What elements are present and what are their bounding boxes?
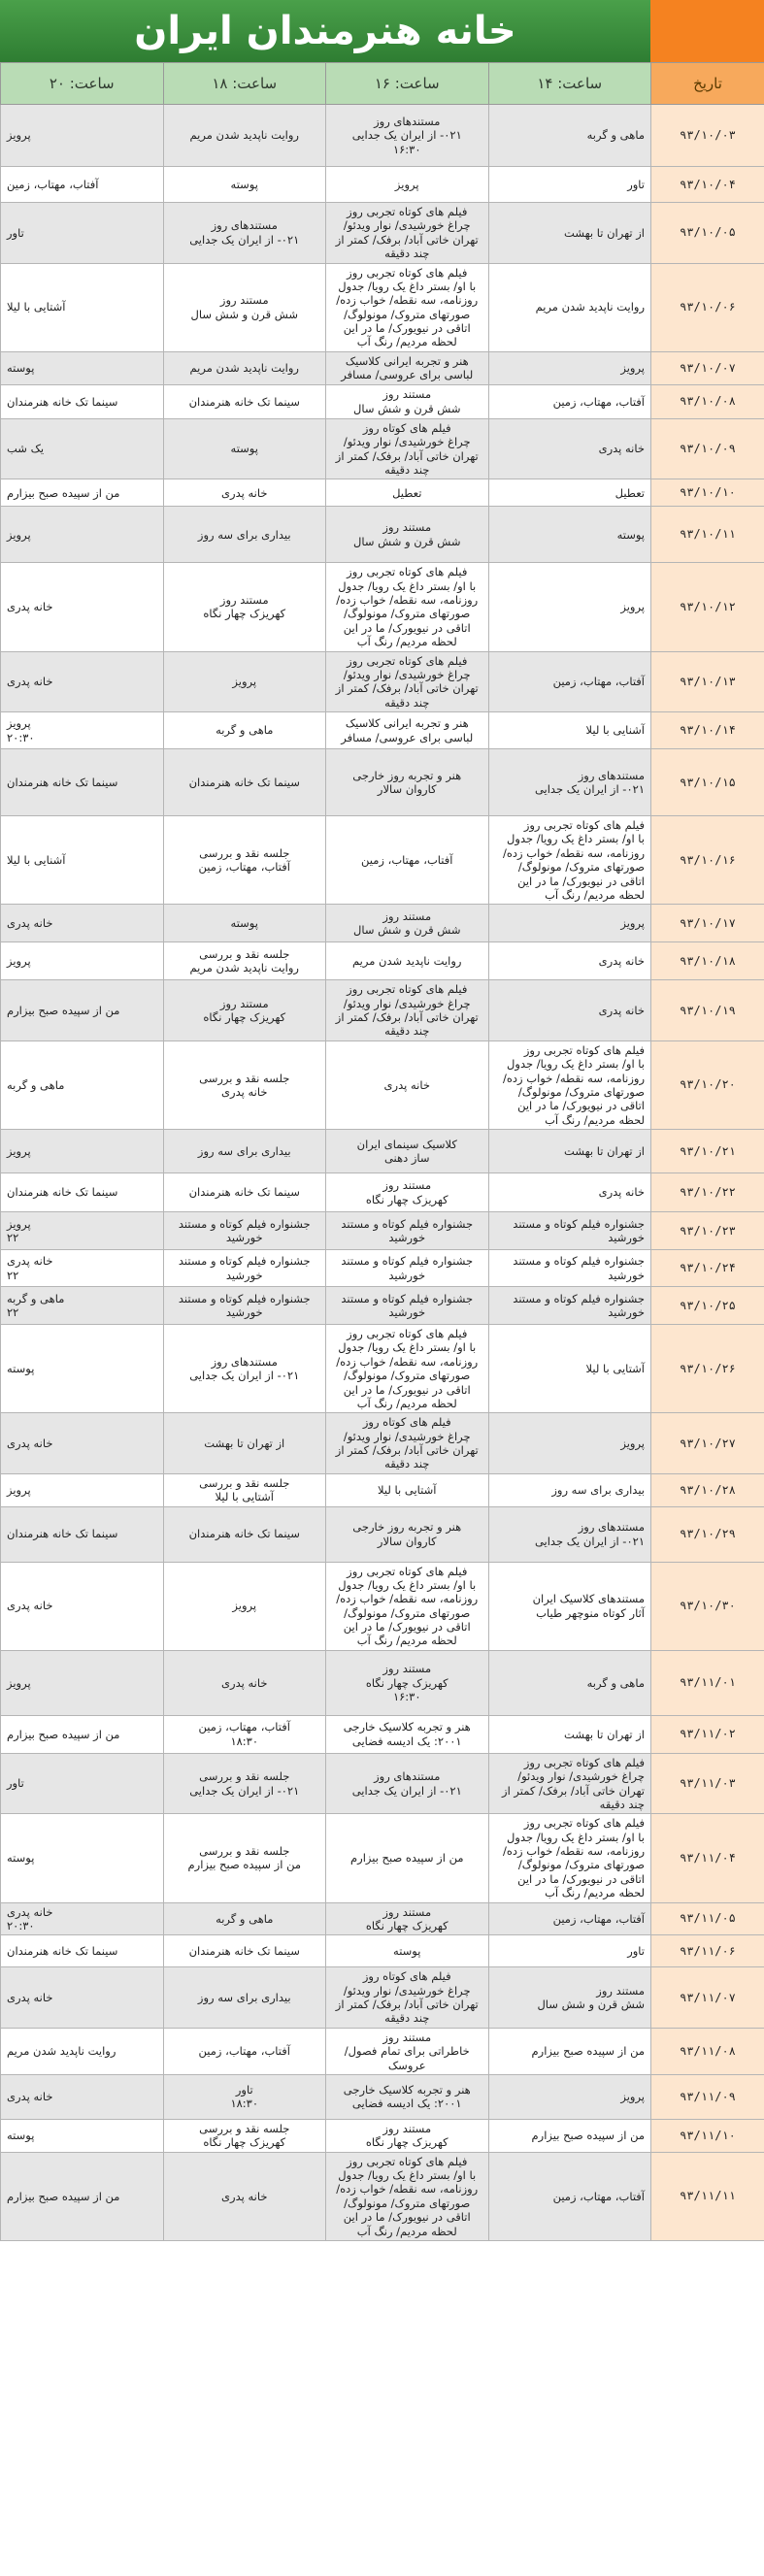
- slot-14-cell: مستندهای روز ۰۲۱- از ایران یک جدایی: [488, 749, 651, 816]
- date-cell: ۹۳/۱۰/۱۲: [651, 563, 764, 651]
- slot-14-cell: پوسته: [488, 507, 651, 563]
- slot-16-cell: هنر و تجربه کلاسیک خارجی ۲۰۰۱: یک ادیسه فضایی: [326, 2074, 489, 2119]
- slot-20-cell: پوسته: [1, 2119, 164, 2152]
- slot-20-cell: خانه پدری ۲۰:۳۰: [1, 1902, 164, 1935]
- schedule-row: [1, 1473, 764, 1506]
- schedule-table: [0, 62, 764, 2241]
- schedule-row: [1, 167, 764, 203]
- slot-20-cell: سینما تک خانه هنرمندان: [1, 749, 164, 816]
- date-cell: ۹۳/۱۱/۰۱: [651, 1650, 764, 1715]
- date-cell: ۹۳/۱۰/۱۴: [651, 712, 764, 749]
- schedule-row: [1, 418, 764, 479]
- date-cell: ۹۳/۱۰/۱۰: [651, 479, 764, 507]
- date-cell: ۹۳/۱۰/۱۷: [651, 905, 764, 942]
- slot-18-cell: جلسه نقد و بررسی آفتاب، مهتاب، زمین: [163, 816, 326, 905]
- slot-20-cell: پرویز: [1, 1650, 164, 1715]
- slot-16-cell: فیلم های کوتاه تجربی روز چراغ خورشیدی/ نوار ویدئو/ تهران خاتی آباد/ برفک/ کمتر از چند دقیقه: [326, 651, 489, 712]
- schedule-row: [1, 1650, 764, 1715]
- slot-20-cell: سینما تک خانه هنرمندان: [1, 1173, 164, 1212]
- slot-14-cell: جشنواره فیلم کوتاه و مستند خورشید: [488, 1212, 651, 1250]
- slot-20-cell: خانه پدری: [1, 2074, 164, 2119]
- slot-14-cell: تاور: [488, 1935, 651, 1967]
- slot-14-cell: خانه پدری: [488, 1173, 651, 1212]
- slot-18-cell: آفتاب، مهتاب، زمین ۱۸:۳۰: [163, 1715, 326, 1753]
- schedule-row: [1, 1173, 764, 1212]
- schedule-row: [1, 1040, 764, 1129]
- date-cell: ۹۳/۱۰/۲۰: [651, 1040, 764, 1129]
- slot-14-cell: آفتاب، مهتاب، زمین: [488, 2152, 651, 2240]
- slot-20-cell: خانه پدری: [1, 1562, 164, 1650]
- slot-18-cell: ماهی و گربه: [163, 1902, 326, 1935]
- slot-16-cell: کلاسیک سینمای ایران ساز دهنی: [326, 1130, 489, 1173]
- schedule-row: [1, 507, 764, 563]
- slot-18-cell: پوسته: [163, 167, 326, 203]
- date-cell: ۹۳/۱۱/۰۳: [651, 1753, 764, 1814]
- slot-14-cell: از تهران تا بهشت: [488, 203, 651, 264]
- slot-16-cell: فیلم های کوتاه روز چراغ خورشیدی/ نوار ویدئو/ تهران خاتی آباد/ برفک/ کمتر از چند دقیقه: [326, 1967, 489, 2029]
- slot-20-cell: پرویز: [1, 105, 164, 167]
- slot-16-cell: فیلم های کوتاه تجربی روز با او/ بستر داغ یک رویا/ جدول روزنامه، سه نقطه/ خواب زده/ صورتهای متروک/ مونولوگ/ اتاقی در نیویورک/ ما در این لحظه مردیم/ رنگ آب: [326, 1325, 489, 1413]
- slot-18-cell: پرویز: [163, 1562, 326, 1650]
- schedule-row: [1, 2074, 764, 2119]
- slot-16-cell: مستندهای روز ۰۲۱- از ایران یک جدایی ۱۶:۳۰: [326, 105, 489, 167]
- slot-14-cell: فیلم های کوتاه تجربی روز با او/ بستر داغ یک رویا/ جدول روزنامه، سه نقطه/ خواب زده/ صورتهای متروک/ مونولوگ/ اتاقی در نیویورک/ ما در این لحظه مردیم/ رنگ آب: [488, 816, 651, 905]
- slot-18-cell: خانه پدری: [163, 479, 326, 507]
- date-cell: ۹۳/۱۱/۰۹: [651, 2074, 764, 2119]
- slot-20-cell: پرویز: [1, 1473, 164, 1506]
- slot-14-cell: من از سپیده صبح بیزارم: [488, 2028, 651, 2074]
- date-cell: ۹۳/۱۰/۲۳: [651, 1212, 764, 1250]
- slot-18-cell: از تهران تا بهشت: [163, 1413, 326, 1474]
- slot-16-cell: جشنواره فیلم کوتاه و مستند خورشید: [326, 1212, 489, 1250]
- slot-16-cell: پوسته: [326, 1935, 489, 1967]
- schedule-row: [1, 1967, 764, 2029]
- header-slot-18: ساعت: ۱۸: [163, 63, 326, 105]
- date-cell: ۹۳/۱۰/۲۴: [651, 1250, 764, 1287]
- date-cell: ۹۳/۱۰/۰۵: [651, 203, 764, 264]
- slot-14-cell: فیلم های کوتاه تجربی روز با او/ بستر داغ یک رویا/ جدول روزنامه، سه نقطه/ خواب زده/ صورتهای متروک/ مونولوگ/ اتاقی در نیویورک/ ما در این لحظه مردیم/ رنگ آب: [488, 1814, 651, 1902]
- slot-20-cell: ماهی و گربه: [1, 1040, 164, 1129]
- date-cell: ۹۳/۱۰/۲۷: [651, 1413, 764, 1474]
- slot-14-cell: تاور: [488, 167, 651, 203]
- slot-18-cell: روایت ناپدید شدن مریم: [163, 105, 326, 167]
- date-cell: ۹۳/۱۰/۱۱: [651, 507, 764, 563]
- title-bar: [0, 0, 764, 62]
- date-cell: ۹۳/۱۰/۰۴: [651, 167, 764, 203]
- slot-20-cell: پرویز ۲۰:۳۰: [1, 712, 164, 749]
- slot-14-cell: فیلم های کوتاه تجربی روز با او/ بستر داغ یک رویا/ جدول روزنامه، سه نقطه/ خواب زده/ صورتهای متروک/ مونولوگ/ اتاقی در نیویورک/ ما در این لحظه مردیم/ رنگ آب: [488, 1040, 651, 1129]
- slot-14-cell: پرویز: [488, 905, 651, 942]
- slot-20-cell: یک شب: [1, 418, 164, 479]
- date-cell: ۹۳/۱۰/۱۹: [651, 980, 764, 1041]
- date-cell: ۹۳/۱۱/۰۶: [651, 1935, 764, 1967]
- schedule-row: [1, 2152, 764, 2240]
- slot-18-cell: جلسه نقد و بررسی خانه پدری: [163, 1040, 326, 1129]
- schedule-row: [1, 479, 764, 507]
- slot-16-cell: فیلم های کوتاه تجربی روز چراغ خورشیدی/ نوار ویدئو/ تهران خاتی آباد/ برفک/ کمتر از چند دقیقه: [326, 980, 489, 1041]
- slot-16-cell: تعطیل: [326, 479, 489, 507]
- slot-20-cell: خانه پدری: [1, 563, 164, 651]
- slot-16-cell: هنر و تجربه ایرانی کلاسیک لباسی برای عروسی/ مسافر: [326, 712, 489, 749]
- slot-20-cell: سینما تک خانه هنرمندان: [1, 384, 164, 418]
- slot-18-cell: تاور ۱۸:۳۰: [163, 2074, 326, 2119]
- slot-16-cell: روایت ناپدید شدن مریم: [326, 942, 489, 980]
- slot-14-cell: از تهران تا بهشت: [488, 1715, 651, 1753]
- date-cell: ۹۳/۱۰/۱۸: [651, 942, 764, 980]
- slot-14-cell: خانه پدری: [488, 418, 651, 479]
- slot-14-cell: پرویز: [488, 351, 651, 384]
- slot-16-cell: فیلم های کوتاه تجربی روز با او/ بستر داغ یک رویا/ جدول روزنامه، سه نقطه/ خواب زده/ صورتهای متروک/ مونولوگ/ اتاقی در نیویورک/ ما در این لحظه مردیم/ رنگ آب: [326, 263, 489, 351]
- slot-18-cell: مستندهای روز ۰۲۱- از ایران یک جدایی: [163, 1325, 326, 1413]
- date-cell: ۹۳/۱۱/۰۴: [651, 1814, 764, 1902]
- schedule-row: [1, 1562, 764, 1650]
- slot-14-cell: مستندهای کلاسیک ایران آثار کوتاه منوچهر طیاب: [488, 1562, 651, 1650]
- slot-16-cell: آفتاب، مهتاب، زمین: [326, 816, 489, 905]
- slot-18-cell: جلسه نقد و بررسی کهریزک چهار نگاه: [163, 2119, 326, 2152]
- schedule-row: [1, 1250, 764, 1287]
- slot-20-cell: من از سپیده صبح بیزارم: [1, 479, 164, 507]
- date-cell: ۹۳/۱۱/۱۱: [651, 2152, 764, 2240]
- slot-16-cell: مستند روز کهریزک چهار نگاه: [326, 2119, 489, 2152]
- slot-14-cell: آفتاب، مهتاب، زمین: [488, 1902, 651, 1935]
- slot-14-cell: مستند روز شش قرن و شش سال: [488, 1967, 651, 2029]
- slot-14-cell: جشنواره فیلم کوتاه و مستند خورشید: [488, 1250, 651, 1287]
- slot-18-cell: پوسته: [163, 418, 326, 479]
- slot-16-cell: فیلم های کوتاه روز چراغ خورشیدی/ نوار ویدئو/ تهران خاتی آباد/ برفک/ کمتر از چند دقیقه: [326, 1413, 489, 1474]
- header-slot-16: ساعت: ۱۶: [326, 63, 489, 105]
- slot-18-cell: جلسه نقد و بررسی روایت ناپدید شدن مریم: [163, 942, 326, 980]
- slot-18-cell: خانه پدری: [163, 1650, 326, 1715]
- schedule-row: [1, 263, 764, 351]
- schedule-row: [1, 1935, 764, 1967]
- slot-16-cell: مستند روز خاطراتی برای تمام فصول/ عروسک: [326, 2028, 489, 2074]
- slot-16-cell: فیلم های کوتاه تجربی روز با او/ بستر داغ یک رویا/ جدول روزنامه، سه نقطه/ خواب زده/ صورتهای متروک/ مونولوگ/ اتاقی در نیویورک/ ما در این لحظه مردیم/ رنگ آب: [326, 1562, 489, 1650]
- schedule-row: [1, 563, 764, 651]
- slot-18-cell: سینما تک خانه هنرمندان: [163, 1506, 326, 1562]
- slot-18-cell: پوسته: [163, 905, 326, 942]
- schedule-row: [1, 1287, 764, 1325]
- slot-14-cell: آفتاب، مهتاب، زمین: [488, 384, 651, 418]
- slot-18-cell: بیداری برای سه روز: [163, 1967, 326, 2029]
- schedule-row: [1, 1413, 764, 1474]
- date-cell: ۹۳/۱۱/۰۲: [651, 1715, 764, 1753]
- slot-14-cell: پرویز: [488, 563, 651, 651]
- slot-18-cell: آفتاب، مهتاب، زمین: [163, 2028, 326, 2074]
- slot-20-cell: ماهی و گربه ۲۲: [1, 1287, 164, 1325]
- slot-16-cell: فیلم های کوتاه تجربی روز چراغ خورشیدی/ نوار ویدئو/ تهران خاتی آباد/ برفک/ کمتر از چند دقیقه: [326, 203, 489, 264]
- slot-20-cell: خانه پدری: [1, 1413, 164, 1474]
- slot-20-cell: من از سپیده صبح بیزارم: [1, 1715, 164, 1753]
- slot-18-cell: بیداری برای سه روز: [163, 507, 326, 563]
- slot-14-cell: فیلم های کوتاه تجربی روز چراغ خورشیدی/ نوار ویدئو/ تهران خاتی آباد/ برفک/ کمتر از چند دقیقه: [488, 1753, 651, 1814]
- schedule-row: [1, 105, 764, 167]
- slot-20-cell: من از سپیده صبح بیزارم: [1, 980, 164, 1041]
- header-slot-14: ساعت: ۱۴: [488, 63, 651, 105]
- slot-20-cell: خانه پدری: [1, 1967, 164, 2029]
- schedule-row: [1, 203, 764, 264]
- slot-18-cell: مستند روز شش قرن و شش سال: [163, 263, 326, 351]
- date-cell: ۹۳/۱۰/۱۵: [651, 749, 764, 816]
- slot-14-cell: آفتاب، مهتاب، زمین: [488, 651, 651, 712]
- schedule-row: [1, 749, 764, 816]
- slot-16-cell: جشنواره فیلم کوتاه و مستند خورشید: [326, 1250, 489, 1287]
- slot-18-cell: مستندهای روز ۰۲۱- از ایران یک جدایی: [163, 203, 326, 264]
- slot-18-cell: ماهی و گربه: [163, 712, 326, 749]
- slot-14-cell: ماهی و گربه: [488, 1650, 651, 1715]
- slot-16-cell: مستند روز شش قرن و شش سال: [326, 507, 489, 563]
- slot-14-cell: بیداری برای سه روز: [488, 1473, 651, 1506]
- slot-20-cell: آشتایی با لیلا: [1, 263, 164, 351]
- slot-14-cell: روایت ناپدید شدن مریم: [488, 263, 651, 351]
- slot-14-cell: آشتایی با لیلا: [488, 1325, 651, 1413]
- slot-14-cell: خانه پدری: [488, 942, 651, 980]
- slot-18-cell: جلسه نقد و بررسی آشتایی با لیلا: [163, 1473, 326, 1506]
- date-cell: ۹۳/۱۰/۱۳: [651, 651, 764, 712]
- slot-20-cell: پرویز ۲۲: [1, 1212, 164, 1250]
- date-cell: ۹۳/۱۰/۲۶: [651, 1325, 764, 1413]
- schedule-row: [1, 980, 764, 1041]
- slot-16-cell: جشنواره فیلم کوتاه و مستند خورشید: [326, 1287, 489, 1325]
- date-cell: ۹۳/۱۰/۰۶: [651, 263, 764, 351]
- schedule-row: [1, 905, 764, 942]
- schedule-row: [1, 1506, 764, 1562]
- slot-14-cell: تعطیل: [488, 479, 651, 507]
- slot-20-cell: سینما تک خانه هنرمندان: [1, 1506, 164, 1562]
- slot-14-cell: پرویز: [488, 2074, 651, 2119]
- date-cell: ۹۳/۱۰/۰۷: [651, 351, 764, 384]
- date-cell: ۹۳/۱۰/۲۸: [651, 1473, 764, 1506]
- slot-18-cell: سینما تک خانه هنرمندان: [163, 749, 326, 816]
- slot-16-cell: فیلم های کوتاه تجربی روز با او/ بستر داغ یک رویا/ جدول روزنامه، سه نقطه/ خواب زده/ صورتهای متروک/ مونولوگ/ اتاقی در نیویورک/ ما در این لحظه مردیم/ رنگ آب: [326, 2152, 489, 2240]
- slot-16-cell: آشتایی با لیلا: [326, 1473, 489, 1506]
- slot-16-cell: پرویز: [326, 167, 489, 203]
- slot-18-cell: جلسه نقد و بررسی ۰۲۱- از ایران یک جدایی: [163, 1753, 326, 1814]
- schedule-row: [1, 1212, 764, 1250]
- header-date: تاریخ: [651, 63, 764, 105]
- slot-20-cell: پرویز: [1, 1130, 164, 1173]
- slot-18-cell: مستند روز کهریزک چهار نگاه: [163, 980, 326, 1041]
- slot-16-cell: خانه پدری: [326, 1040, 489, 1129]
- slot-18-cell: سینما تک خانه هنرمندان: [163, 384, 326, 418]
- date-cell: ۹۳/۱۰/۱۶: [651, 816, 764, 905]
- slot-20-cell: خانه پدری ۲۲: [1, 1250, 164, 1287]
- slot-14-cell: خانه پدری: [488, 980, 651, 1041]
- date-cell: ۹۳/۱۰/۲۵: [651, 1287, 764, 1325]
- slot-14-cell: از تهران تا بهشت: [488, 1130, 651, 1173]
- slot-16-cell: مستند روز شش قرن و شش سال: [326, 905, 489, 942]
- slot-18-cell: جشنواره فیلم کوتاه و مستند خورشید: [163, 1212, 326, 1250]
- slot-16-cell: مستندهای روز ۰۲۱- از ایران یک جدایی: [326, 1753, 489, 1814]
- header-slot-20: ساعت: ۲۰: [1, 63, 164, 105]
- date-cell: ۹۳/۱۱/۰۸: [651, 2028, 764, 2074]
- schedule-row: [1, 712, 764, 749]
- slot-16-cell: هنر و تجربه ایرانی کلاسیک لباسی برای عروسی/ مسافر: [326, 351, 489, 384]
- slot-16-cell: مستند روز کهریزک چهار نگاه: [326, 1902, 489, 1935]
- date-cell: ۹۳/۱۰/۲۹: [651, 1506, 764, 1562]
- schedule-row: [1, 351, 764, 384]
- slot-18-cell: روایت ناپدید شدن مریم: [163, 351, 326, 384]
- slot-16-cell: هنر و تجربه کلاسیک خارجی ۲۰۰۱: یک ادیسه فضایی: [326, 1715, 489, 1753]
- schedule-row: [1, 1130, 764, 1173]
- schedule-row: [1, 1325, 764, 1413]
- schedule-row: [1, 1814, 764, 1902]
- slot-14-cell: من از سپیده صبح بیزارم: [488, 2119, 651, 2152]
- slot-20-cell: روایت ناپدید شدن مریم: [1, 2028, 164, 2074]
- slot-18-cell: خانه پدری: [163, 2152, 326, 2240]
- slot-14-cell: مستندهای روز ۰۲۱- از ایران یک جدایی: [488, 1506, 651, 1562]
- schedule-row: [1, 2119, 764, 2152]
- schedule-row: [1, 2028, 764, 2074]
- slot-16-cell: هنر و تجربه روز خارجی کاروان سالار: [326, 749, 489, 816]
- slot-14-cell: آشنایی با لیلا: [488, 712, 651, 749]
- title-banner: [0, 0, 650, 62]
- schedule-row: [1, 1902, 764, 1935]
- schedule-row: [1, 1753, 764, 1814]
- schedule-row: [1, 651, 764, 712]
- slot-16-cell: هنر و تجربه روز خارجی کاروان سالار: [326, 1506, 489, 1562]
- slot-20-cell: آفتاب، مهتاب، زمین: [1, 167, 164, 203]
- date-cell: ۹۳/۱۱/۰۷: [651, 1967, 764, 2029]
- slot-14-cell: ماهی و گربه: [488, 105, 651, 167]
- slot-16-cell: مستند روز کهریزک چهار نگاه ۱۶:۳۰: [326, 1650, 489, 1715]
- date-cell: ۹۳/۱۰/۳۰: [651, 1562, 764, 1650]
- slot-20-cell: من از سپیده صبح بیزارم: [1, 2152, 164, 2240]
- slot-20-cell: پرویز: [1, 507, 164, 563]
- corner-block: [650, 0, 764, 62]
- schedule-row: [1, 384, 764, 418]
- schedule-row: [1, 942, 764, 980]
- date-cell: ۹۳/۱۰/۲۲: [651, 1173, 764, 1212]
- slot-16-cell: فیلم های کوتاه تجربی روز با او/ بستر داغ یک رویا/ جدول روزنامه، سه نقطه/ خواب زده/ صورتهای متروک/ مونولوگ/ اتاقی در نیویورک/ ما در این لحظه مردیم/ رنگ آب: [326, 563, 489, 651]
- date-cell: ۹۳/۱۱/۱۰: [651, 2119, 764, 2152]
- slot-18-cell: جشنواره فیلم کوتاه و مستند خورشید: [163, 1287, 326, 1325]
- slot-16-cell: مستند روز کهریزک چهار نگاه: [326, 1173, 489, 1212]
- schedule-row: [1, 816, 764, 905]
- slot-20-cell: آشنایی با لیلا: [1, 816, 164, 905]
- slot-14-cell: پرویز: [488, 1413, 651, 1474]
- slot-16-cell: من از سپیده صبح بیزارم: [326, 1814, 489, 1902]
- slot-20-cell: سینما تک خانه هنرمندان: [1, 1935, 164, 1967]
- slot-20-cell: پوسته: [1, 1325, 164, 1413]
- slot-16-cell: فیلم های کوتاه روز چراغ خورشیدی/ نوار ویدئو/ تهران خاتی آباد/ برفک/ کمتر از چند دقیقه: [326, 418, 489, 479]
- date-cell: ۹۳/۱۰/۰۹: [651, 418, 764, 479]
- slot-18-cell: بیداری برای سه روز: [163, 1130, 326, 1173]
- slot-16-cell: مستند روز شش قرن و شش سال: [326, 384, 489, 418]
- schedule-body: [1, 105, 764, 2241]
- slot-18-cell: جشنواره فیلم کوتاه و مستند خورشید: [163, 1250, 326, 1287]
- slot-20-cell: پوسته: [1, 351, 164, 384]
- date-cell: ۹۳/۱۰/۲۱: [651, 1130, 764, 1173]
- slot-20-cell: تاور: [1, 203, 164, 264]
- slot-20-cell: خانه پدری: [1, 905, 164, 942]
- header-row: [1, 63, 764, 105]
- slot-18-cell: پرویز: [163, 651, 326, 712]
- slot-18-cell: مستند روز کهریزک چهار نگاه: [163, 563, 326, 651]
- slot-18-cell: جلسه نقد و بررسی من از سپیده صبح بیزارم: [163, 1814, 326, 1902]
- slot-18-cell: سینما تک خانه هنرمندان: [163, 1935, 326, 1967]
- page-title: خانه هنرمندان ایران: [134, 9, 516, 53]
- slot-20-cell: پرویز: [1, 942, 164, 980]
- slot-20-cell: خانه پدری: [1, 651, 164, 712]
- slot-20-cell: تاور: [1, 1753, 164, 1814]
- schedule-row: [1, 1715, 764, 1753]
- date-cell: ۹۳/۱۱/۰۵: [651, 1902, 764, 1935]
- date-cell: ۹۳/۱۰/۰۳: [651, 105, 764, 167]
- date-cell: ۹۳/۱۰/۰۸: [651, 384, 764, 418]
- slot-20-cell: پوسته: [1, 1814, 164, 1902]
- slot-18-cell: سینما تک خانه هنرمندان: [163, 1173, 326, 1212]
- slot-14-cell: جشنواره فیلم کوتاه و مستند خورشید: [488, 1287, 651, 1325]
